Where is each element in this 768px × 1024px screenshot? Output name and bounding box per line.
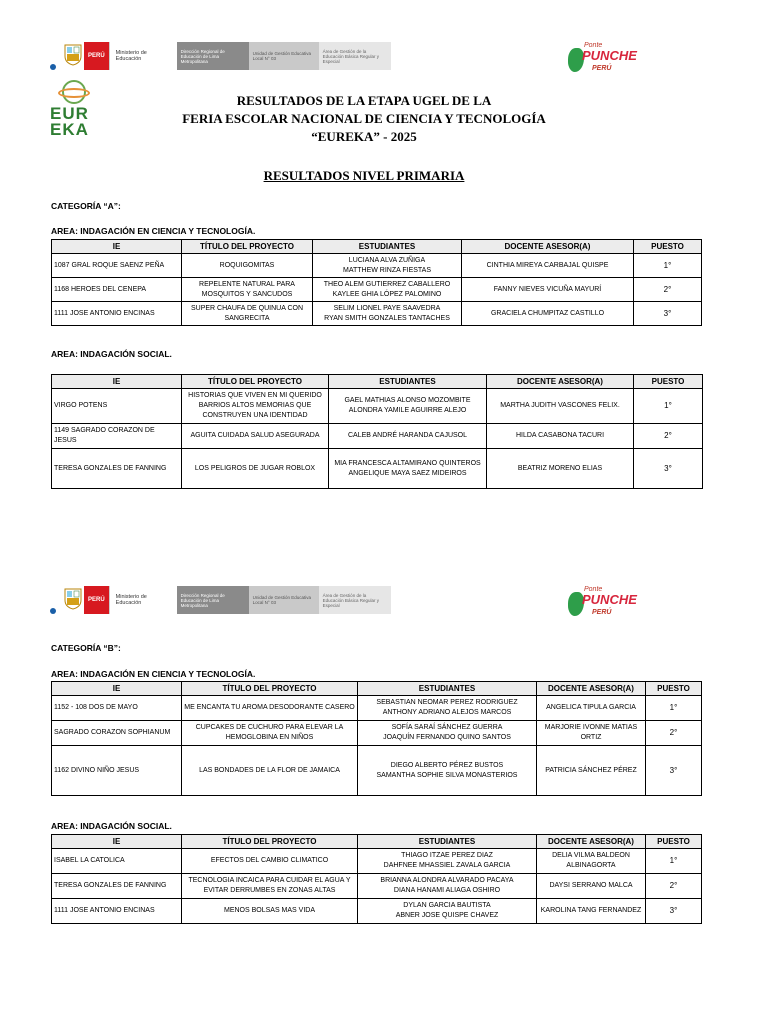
project-title-cell: LOS PELIGROS DE JUGAR ROBLOX: [182, 449, 329, 489]
ie-cell: 1168 HEROES DEL CENEPA: [52, 278, 182, 302]
bullet-icon: [50, 608, 56, 614]
peru-label: PERÚ: [84, 42, 109, 70]
project-title-cell: MENOS BOLSAS MAS VIDA: [182, 899, 358, 924]
document-subtitle: RESULTADOS NIVEL PRIMARIA: [263, 168, 465, 183]
eureka-text-1: EUR: [50, 104, 89, 123]
students-cell: [329, 389, 487, 424]
column-header: TÍTULO DEL PROYECTO: [182, 240, 313, 254]
column-header: ESTUDIANTES: [329, 375, 487, 389]
logo-text-3: PERÚ: [592, 609, 612, 616]
advisor-cell: ANGELICA TIPULA GARCIA: [537, 696, 646, 721]
student-name: DIANA HANAMI ALIAGA OSHIRO: [393, 887, 501, 894]
table-row: [52, 424, 703, 449]
table-row: [52, 721, 702, 746]
project-title-cell: ROQUIGOMITAS: [182, 254, 313, 278]
peru-shield-icon: [62, 42, 84, 68]
area-label: Área de Gestión de la Educación Básica Regular y Especial: [319, 586, 391, 614]
column-header: PUESTO: [634, 375, 703, 389]
peru-label: PERÚ: [84, 586, 109, 614]
position-cell: 3°: [634, 449, 703, 489]
position-cell: 1°: [634, 254, 702, 278]
table-row: [52, 899, 702, 924]
ie-cell: 1111 JOSE ANTONIO ENCINAS: [52, 302, 182, 326]
project-title-cell: LAS BONDADES DE LA FLOR DE JAMAICA: [182, 746, 358, 796]
document-title: [0, 92, 728, 146]
position-cell: 3°: [646, 899, 702, 924]
advisor-cell: DAYSI SERRANO MALCA: [537, 874, 646, 899]
student-name: ANGELIQUE MAYA SAEZ MIDEIROS: [348, 469, 467, 477]
table-row: [52, 389, 703, 424]
position-cell: 3°: [634, 302, 702, 326]
category-b-label: CATEGORÍA “B”:: [51, 643, 121, 653]
dre-label: Dirección Regional de Educación de Lima Metropolitana: [177, 42, 249, 70]
column-header: IE: [52, 682, 182, 696]
title-line-2: FERIA ESCOLAR NACIONAL DE CIENCIA Y TECNOLOGÍA: [182, 111, 546, 126]
student-name: SEBASTIAN NEOMAR PEREZ RODRIGUEZ: [376, 699, 518, 706]
results-table-a-social: [51, 374, 703, 489]
column-header: IE: [52, 240, 182, 254]
column-header: TÍTULO DEL PROYECTO: [182, 682, 358, 696]
results-table-a-ciencia: [51, 239, 702, 326]
position-cell: 1°: [646, 696, 702, 721]
column-header: DOCENTE ASESOR(A): [462, 240, 634, 254]
logo-text-3: PERÚ: [592, 65, 612, 72]
student-name: DAHFNEE MHASSIEL ZAVALA GARCIA: [383, 862, 511, 869]
area-label-a-social: AREA: INDAGACIÓN SOCIAL.: [51, 349, 172, 359]
advisor-cell: PATRICIA SÁNCHEZ PÉREZ: [537, 746, 646, 796]
bullet-icon: [50, 64, 56, 70]
dre-label: Dirección Regional de Educación de Lima Metropolitana: [177, 586, 249, 614]
project-title-cell: CUPCAKES DE CUCHURO PARA ELEVAR LA HEMOGLOBINA EN NIÑOS: [182, 721, 358, 746]
students-cell: [313, 254, 462, 278]
logo-text-2: PUNCHE: [582, 48, 637, 63]
student-name: SELIM LIONEL PAYE SAAVEDRA: [333, 304, 441, 312]
punche-peru-logo-2: [566, 584, 637, 624]
institutional-header-2: [50, 586, 391, 614]
column-header: IE: [52, 375, 182, 389]
student-name: CALEB ANDRÉ HARANDA CAJUSOL: [347, 432, 468, 439]
student-name: RYAN SMITH GONZALES TANTACHES: [324, 314, 450, 322]
ie-cell: VIRGO POTENS: [52, 389, 182, 424]
advisor-cell: CINTHIA MIREYA CARBAJAL QUISPE: [462, 254, 634, 278]
students-cell: [313, 302, 462, 326]
project-title-cell: EFECTOS DEL CAMBIO CLIMATICO: [182, 849, 358, 874]
project-title-cell: TECNOLOGIA INCAICA PARA CUIDAR EL AGUA Y EVITAR DERRUMBES EN ZONAS ALTAS: [182, 874, 358, 899]
ie-cell: TERESA GONZALES DE FANNING: [52, 874, 182, 899]
institutional-header: [50, 42, 391, 70]
ie-cell: TERESA GONZALES DE FANNING: [52, 449, 182, 489]
project-title-cell: SUPER CHAUFA DE QUINUA CON SANGRECITA: [182, 302, 313, 326]
title-line-1: RESULTADOS DE LA ETAPA UGEL DE LA: [236, 93, 492, 108]
position-cell: 2°: [634, 424, 703, 449]
column-header: TÍTULO DEL PROYECTO: [182, 375, 329, 389]
column-header: ESTUDIANTES: [358, 835, 537, 849]
logo-text-1: Ponte: [584, 42, 603, 49]
student-name: DIEGO ALBERTO PÉREZ BUSTOS: [390, 761, 504, 769]
logo-text-2: PUNCHE: [582, 592, 637, 607]
column-header: ESTUDIANTES: [313, 240, 462, 254]
ministry-label: Ministerio de Educación: [109, 42, 177, 70]
logo-text-1: Ponte: [584, 586, 603, 593]
ministry-label: Ministerio de Educación: [109, 586, 177, 614]
student-name: ALONDRA YAMILE AGUIRRE ALEJO: [348, 407, 467, 414]
results-table-b-social: [51, 834, 702, 924]
students-cell: [329, 424, 487, 449]
student-name: JOAQUÍN FERNANDO QUINO SANTOS: [383, 734, 511, 741]
advisor-cell: FANNY NIEVES VICUÑA MAYURÍ: [462, 278, 634, 302]
table-row: [52, 746, 702, 796]
student-name: LUCIANA ALVA ZUÑIGA: [348, 256, 426, 264]
punche-peru-logo: [566, 40, 637, 80]
position-cell: 1°: [634, 389, 703, 424]
advisor-cell: BEATRIZ MORENO ELIAS: [487, 449, 634, 489]
table-row: [52, 874, 702, 899]
ugel-label: Unidad de Gestión Educativa Local N° 03: [249, 42, 319, 70]
table-header-row: [52, 682, 702, 696]
table-row: [52, 302, 702, 326]
students-cell: [358, 874, 537, 899]
student-name: ABNER JOSE QUISPE CHAVEZ: [395, 912, 499, 919]
position-cell: 1°: [646, 849, 702, 874]
student-name: BRIANNA ALONDRA ALVARADO PACAYA: [380, 877, 514, 884]
area-label-b-ciencia: AREA: INDAGACIÓN EN CIENCIA Y TECNOLOGÍA.: [51, 669, 256, 679]
student-name: GAEL MATHIAS ALONSO MOZOMBITE: [344, 397, 471, 404]
ugel-label: Unidad de Gestión Educativa Local N° 03: [249, 586, 319, 614]
area-label-a-ciencia: AREA: INDAGACIÓN EN CIENCIA Y TECNOLOGÍA.: [51, 226, 256, 236]
column-header: PUESTO: [634, 240, 702, 254]
ie-cell: 1087 GRAL ROQUE SAENZ PEÑA: [52, 254, 182, 278]
advisor-cell: KAROLINA TANG FERNANDEZ: [537, 899, 646, 924]
eureka-text-2: EKA: [50, 120, 89, 139]
student-name: DYLAN GARCIA BAUTISTA: [403, 902, 491, 909]
students-cell: [358, 721, 537, 746]
ie-cell: 1162 DIVINO NIÑO JESUS: [52, 746, 182, 796]
students-cell: [313, 278, 462, 302]
position-cell: 2°: [634, 278, 702, 302]
table-row: [52, 278, 702, 302]
project-title-cell: AGUITA CUIDADA SALUD ASEGURADA: [182, 424, 329, 449]
column-header: ESTUDIANTES: [358, 682, 537, 696]
position-cell: 2°: [646, 721, 702, 746]
table-header-row: [52, 240, 702, 254]
table-header-row: [52, 835, 702, 849]
advisor-cell: DELIA VILMA BALDEON ALBINAGORTA: [537, 849, 646, 874]
student-name: SAMANTHA SOPHIE SILVA MONASTERIOS: [376, 771, 518, 779]
students-cell: [358, 899, 537, 924]
ie-cell: ISABEL LA CATOLICA: [52, 849, 182, 874]
column-header: PUESTO: [646, 682, 702, 696]
column-header: IE: [52, 835, 182, 849]
column-header: DOCENTE ASESOR(A): [537, 835, 646, 849]
project-title-cell: HISTORIAS QUE VIVEN EN MI QUERIDO BARRIOS ALTOS MEMORIAS QUE CONSTRUYEN UNA IDENTIDAD: [182, 389, 329, 424]
column-header: DOCENTE ASESOR(A): [537, 682, 646, 696]
student-name: MATTHEW RINZA FIESTAS: [342, 266, 432, 274]
category-a-label: CATEGORÍA “A”:: [51, 201, 121, 211]
area-label: Área de Gestión de la Educación Básica Regular y Especial: [319, 42, 391, 70]
project-title-cell: REPELENTE NATURAL PARA MOSQUITOS Y SANCUDOS: [182, 278, 313, 302]
ie-cell: 1149 SAGRADO CORAZON DE JESUS: [52, 424, 182, 449]
advisor-cell: MARJORIE IVONNE MATIAS ORTIZ: [537, 721, 646, 746]
student-name: SOFÍA SARAÍ SÁNCHEZ GUERRA: [391, 724, 503, 731]
student-name: MIA FRANCESCA ALTAMIRANO QUINTEROS: [334, 459, 481, 467]
student-name: THEO ALEM GUTIERREZ CABALLERO: [323, 280, 451, 288]
student-name: ANTHONY ADRIANO ALEJOS MARCOS: [382, 709, 512, 716]
student-name: KAYLEE GHIA LÓPEZ PALOMINO: [332, 290, 442, 298]
table-row: [52, 449, 703, 489]
students-cell: [358, 696, 537, 721]
column-header: DOCENTE ASESOR(A): [487, 375, 634, 389]
ie-cell: 1111 JOSE ANTONIO ENCINAS: [52, 899, 182, 924]
project-title-cell: ME ENCANTA TU AROMA DESODORANTE CASERO: [182, 696, 358, 721]
column-header: PUESTO: [646, 835, 702, 849]
table-row: [52, 254, 702, 278]
advisor-cell: HILDA CASABONA TACURI: [487, 424, 634, 449]
table-row: [52, 849, 702, 874]
position-cell: 3°: [646, 746, 702, 796]
ie-cell: SAGRADO CORAZON SOPHIANUM: [52, 721, 182, 746]
column-header: TÍTULO DEL PROYECTO: [182, 835, 358, 849]
students-cell: [329, 449, 487, 489]
students-cell: [358, 849, 537, 874]
title-line-3: “EUREKA” - 2025: [311, 129, 417, 144]
table-row: [52, 696, 702, 721]
advisor-cell: MARTHA JUDITH VASCONES FELIX.: [487, 389, 634, 424]
area-label-b-social: AREA: INDAGACIÓN SOCIAL.: [51, 821, 172, 831]
students-cell: [358, 746, 537, 796]
student-name: THIAGO ITZAE PEREZ DIAZ: [401, 852, 493, 859]
results-table-b-ciencia: [51, 681, 702, 796]
table-header-row: [52, 375, 703, 389]
position-cell: 2°: [646, 874, 702, 899]
ie-cell: 1152 - 108 DOS DE MAYO: [52, 696, 182, 721]
advisor-cell: GRACIELA CHUMPITAZ CASTILLO: [462, 302, 634, 326]
peru-shield-icon: [62, 586, 84, 612]
